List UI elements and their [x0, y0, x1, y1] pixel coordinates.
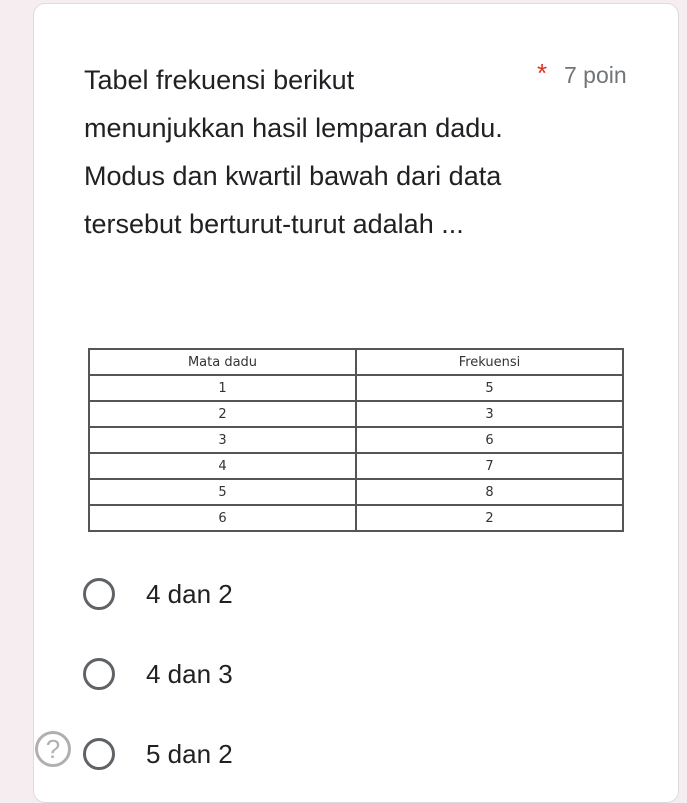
- cell-frequency: 2: [356, 505, 623, 531]
- cell-frequency: 3: [356, 401, 623, 427]
- option-label[interactable]: 4 dan 2: [146, 578, 233, 609]
- cell-frequency: 6: [356, 427, 623, 453]
- cell-dice: 3: [89, 427, 356, 453]
- table-header-row: [89, 349, 623, 375]
- help-icon[interactable]: ?: [35, 731, 71, 767]
- frequency-table: [88, 348, 624, 532]
- question-text: Tabel frekuensi berikut menunjukkan hasil lemparan dadu. Modus dan kwartil bawah dari data tersebut berturut-turut adalah ...: [84, 65, 503, 239]
- radio-button[interactable]: [83, 658, 115, 690]
- required-marker: *: [537, 58, 548, 88]
- cell-dice: 2: [89, 401, 356, 427]
- radio-button[interactable]: [83, 738, 115, 770]
- option-label[interactable]: 4 dan 3: [146, 658, 233, 689]
- cell-dice: 1: [89, 375, 356, 401]
- cell-frequency: 8: [356, 479, 623, 505]
- table-row: [89, 427, 623, 453]
- table-row: [89, 375, 623, 401]
- option-4-dan-3[interactable]: [83, 658, 233, 690]
- cell-dice: 6: [89, 505, 356, 531]
- table-row: [89, 401, 623, 427]
- points-label: 7 poin: [564, 62, 627, 88]
- option-5-dan-2[interactable]: [83, 738, 233, 770]
- option-4-dan-2[interactable]: [83, 578, 233, 610]
- header-frekuensi: Frekuensi: [356, 349, 623, 375]
- option-label[interactable]: 5 dan 2: [146, 738, 233, 769]
- table-row: [89, 479, 623, 505]
- radio-button[interactable]: [83, 578, 115, 610]
- cell-dice: 4: [89, 453, 356, 479]
- header-mata-dadu: Mata dadu: [89, 349, 356, 375]
- table-row: [89, 505, 623, 531]
- cell-frequency: 5: [356, 375, 623, 401]
- cell-frequency: 7: [356, 453, 623, 479]
- table-row: [89, 453, 623, 479]
- cell-dice: 5: [89, 479, 356, 505]
